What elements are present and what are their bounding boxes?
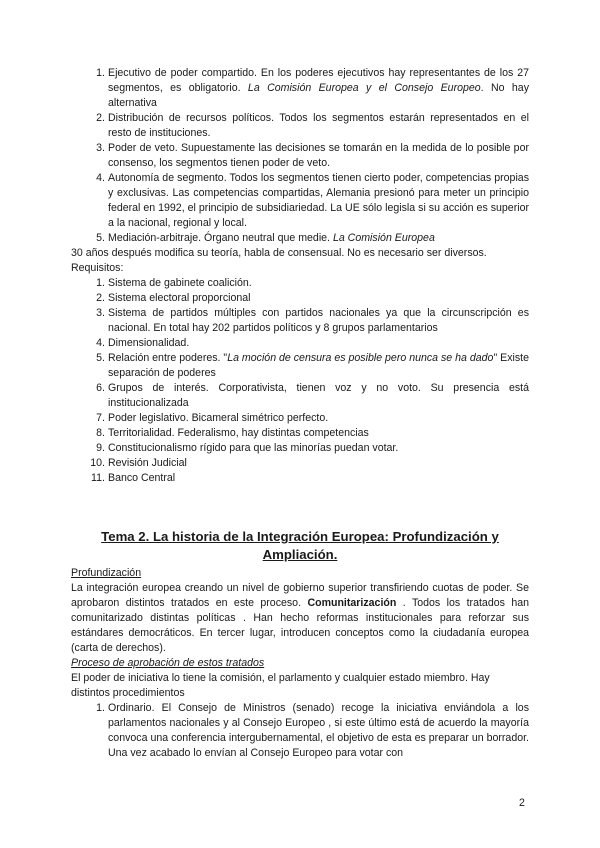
paragraph-poder-iniciativa: El poder de iniciativa lo tiene la comisión, el parlamento y cualquier estado miembro. Hay distintos procedimientos xyxy=(71,672,490,699)
list-text: Sistema electoral proporcional xyxy=(108,292,251,304)
list-item xyxy=(71,171,529,231)
paragraph-consensual: 30 años después modifica su teoría, habla de consensual. No es necesario ser diversos. xyxy=(71,247,487,259)
list-item xyxy=(71,291,529,306)
list-text: Mediación-arbitraje. Órgano neutral que medie. xyxy=(108,232,333,244)
list-text: Revisión Judicial xyxy=(108,457,187,469)
list-item xyxy=(71,701,529,761)
page-number: 2 xyxy=(519,797,525,809)
profundizacion-heading: Profundización xyxy=(71,567,142,579)
list-item xyxy=(71,231,529,246)
list-number: 5. xyxy=(96,232,105,244)
list-item xyxy=(71,306,529,336)
list-item xyxy=(71,141,529,171)
list-text: Poder legislativo. Bicameral simétrico perfecto. xyxy=(108,412,329,424)
paragraph-text-after: . Todos los tratados han comunitarizado distintas políticas . Han hecho reformas institucionales para reforzar sus estándares democráticos. En tercer lugar, introducen conceptos como la ciudadanía europea (carta de derechos). xyxy=(71,597,529,654)
list-item xyxy=(71,381,529,411)
list-text: Grupos de interés. Corporativista, tienen voz y no voto. Su presencia está institucionalizada xyxy=(108,382,529,409)
list-item xyxy=(71,441,529,456)
list-item xyxy=(71,66,529,111)
list-text: Banco Central xyxy=(108,472,176,484)
list-text: Sistema de gabinete coalición. xyxy=(108,277,252,289)
list-number: 1. xyxy=(96,67,105,79)
list-text: Relación entre poderes. " xyxy=(108,352,228,364)
list-italic: La Comisión Europea xyxy=(332,232,435,244)
list-number: 7. xyxy=(96,412,105,424)
proceso-heading: Proceso de aprobación de estos tratados xyxy=(71,657,265,669)
list-number: 8. xyxy=(96,427,105,439)
bold-term-comunitarizacion: Comunitarización xyxy=(307,597,397,609)
list-number: 11. xyxy=(91,472,105,484)
list-item xyxy=(71,276,529,291)
list-item xyxy=(71,426,529,441)
list-item xyxy=(71,336,529,351)
list-text: Distribución de recursos políticos. Todos los segmentos estarán representados en el resto de instituciones. xyxy=(108,112,529,139)
paragraph-text: La integración europea creando un nivel de gobierno superior transfiriendo cuotas de poder. Se aprobaron distintos tratados en este proceso. xyxy=(71,582,529,609)
requisitos-label: Requisitos: xyxy=(71,262,124,274)
list-item xyxy=(71,411,529,426)
list-number: 3. xyxy=(96,142,105,154)
list-number: 9. xyxy=(96,442,105,454)
list-text: Ordinario. El Consejo de Ministros (senado) recoge la iniciativa enviándola a los parlamentos nacionales y al Consejo Europeo , si este último está de acuerdo la mayoría convoca una conferencia intergubernamental, el objetivo de esta es preparar un borrador. Una vez acabado lo envían al Consejo Europeo para votar con xyxy=(108,702,529,759)
list-text: Constitucionalismo rígido para que las minorías puedan votar. xyxy=(108,442,399,454)
list-number: 4. xyxy=(96,337,105,349)
list-item xyxy=(71,471,529,486)
list-text: Poder de veto. Supuestamente las decisiones se tomarán en la medida de lo posible por consenso, los segmentos tienen poder de veto. xyxy=(108,142,529,169)
list-number: 5. xyxy=(96,352,105,364)
list-italic: La Comisión Europea y el Consejo Europeo xyxy=(247,82,481,94)
ordered-list-principles xyxy=(71,66,529,246)
list-text: Sistema de partidos múltiples con partidos nacionales ya que la circunscripción es nacional. En total hay 202 partidos políticos y 8 grupos parlamentarios xyxy=(108,307,529,334)
list-item xyxy=(71,456,529,471)
list-text: Autonomía de segmento. Todos los segmentos tienen cierto poder, competencias propias y exclusivas. Las competencias compartidas, Alemania presionó para meter un principio federal en 1992, el principio de subsidiariedad. La UE sólo legisla si su acción es superior a la nacional, regional y local. xyxy=(108,172,529,229)
list-text: Ejecutivo de poder compartido. En los poderes ejecutivos hay representantes de los 27 segmentos, es obligatorio. xyxy=(108,67,529,94)
list-text: Dimensionalidad. xyxy=(108,337,190,349)
ordered-list-procedimientos xyxy=(71,701,529,761)
list-text-after: " Existe separación de poderes xyxy=(108,352,529,379)
list-number: 3. xyxy=(96,307,105,319)
list-number: 2. xyxy=(96,112,105,124)
list-text-after: . No hay alternativa xyxy=(108,82,529,109)
section-title: Tema 2. La historia de la Integración Europea: Profundización y Ampliación. xyxy=(101,529,499,562)
list-number: 2. xyxy=(96,292,105,304)
list-item xyxy=(71,351,529,381)
page-content xyxy=(71,66,529,761)
list-item xyxy=(71,111,529,141)
list-number: 6. xyxy=(96,382,105,394)
list-italic: La moción de censura es posible pero nunca se ha dado xyxy=(227,352,494,364)
list-number: 4. xyxy=(96,172,105,184)
list-number: 10. xyxy=(90,457,105,469)
ordered-list-requisitos xyxy=(71,276,529,486)
list-number: 1. xyxy=(96,702,105,714)
list-number: 1. xyxy=(96,277,105,289)
paragraph-integracion xyxy=(71,581,529,656)
list-text: Territorialidad. Federalismo, hay distintas competencias xyxy=(108,427,369,439)
